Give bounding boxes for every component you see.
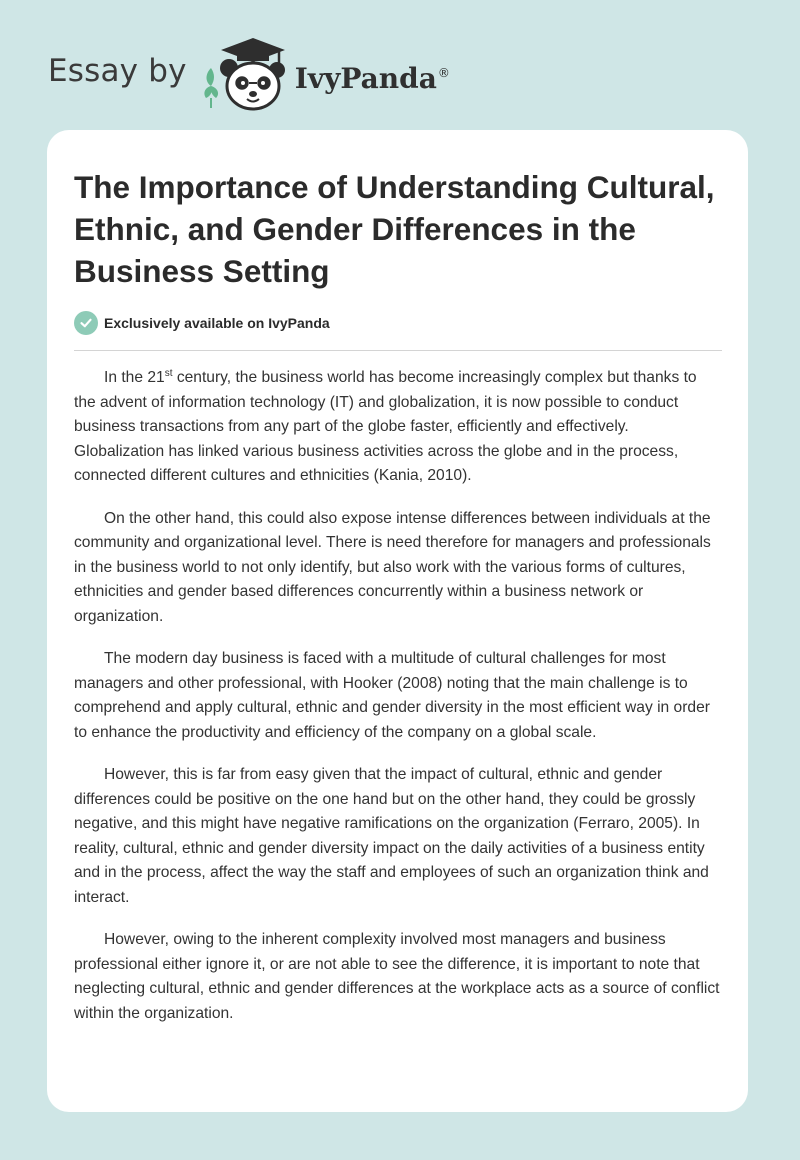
registered-mark: ®	[437, 66, 450, 81]
essay-title: The Importance of Understanding Cultural, Ethnic, and Gender Differences in the Business Setting	[74, 169, 715, 289]
paragraph-3: The modern day business is faced with a multitude of cultural challenges for most managers and other professional, with Hooker (2008) noting that the main challenge is to comprehend and apply cultural, ethnic and gender diversity in the most efficient way in order to enhance the productivity and efficiency of the company on a global scale.	[74, 650, 710, 741]
exclusive-badge	[74, 310, 722, 336]
essay-by-label: Essay by	[48, 53, 187, 89]
site-header	[48, 34, 450, 114]
check-circle-icon	[74, 311, 98, 335]
paragraph-1: In the 21st century, the business world has become increasingly complex but thanks to the advent of information technology (IT) and globalization, it is now possible to conduct business transactions from any part of the globe faster, efficiently and effectively. Globalization has linked various business activities across the globe and in the process, connected different cultures and ethnicities (Kania, 2010).	[74, 367, 697, 484]
essay-card	[47, 130, 748, 1112]
ordinal-suffix: st	[164, 367, 173, 379]
paragraph-4: However, this is far from easy given that the impact of cultural, ethnic and gender differences could be positive on the one hand but on the other hand, they could be grossly negative, and this might have negative ramifications on the organization (Ferraro, 2005). In reality, cultural, ethnic and gender diversity impact on the daily activities of a business entity and in the process, affect the way the staff and employees of such an organization think and interact.	[74, 766, 709, 906]
essay-body	[74, 366, 722, 1026]
exclusive-label: Exclusively available on IvyPanda	[104, 315, 330, 331]
brand-name: IvyPanda®	[294, 61, 450, 95]
panda-graduate-logo-icon	[201, 34, 293, 114]
divider	[74, 350, 722, 351]
paragraph-5: However, owing to the inherent complexity involved most managers and business professional either ignore it, or are not able to see the difference, it is important to note that neglecting cultural, ethnic and gender differences at the workplace acts as a source of conflict within the organization.	[74, 931, 720, 1022]
paragraph-2: On the other hand, this could also expose intense differences between individuals at the community and organizational level. There is need therefore for managers and professionals in the business world to not only identify, but also work with the various forms of cultures, ethnicities and gender based differences concurrently within a business network or organization.	[74, 509, 711, 625]
